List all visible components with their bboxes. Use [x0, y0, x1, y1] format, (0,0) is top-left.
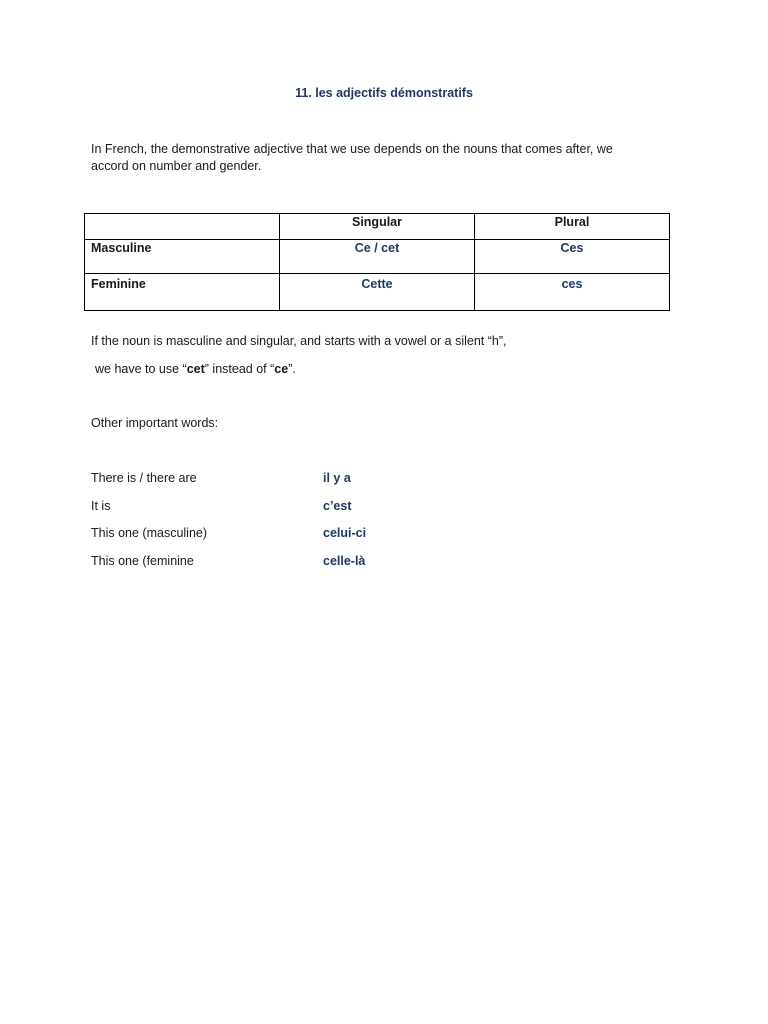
vocab-row: [91, 554, 491, 582]
intro-paragraph: In French, the demonstrative adjective that we use depends on the nouns that comes after, we accord on number and gender.: [91, 142, 613, 173]
vocab-french: celui-ci: [323, 526, 367, 540]
vocab-row: [91, 499, 491, 527]
vocab-row: [91, 471, 491, 499]
vocab-french: celle-là: [323, 553, 366, 568]
table-cell-plural: Ces: [475, 240, 670, 274]
rule-note-word-ce: ce: [274, 362, 289, 376]
table-row-label: Masculine: [85, 240, 280, 274]
table-header-row: [85, 214, 670, 240]
rule-note-line-1: If the noun is masculine and singular, and starts with a vowel or a silent “h”,: [91, 334, 507, 348]
page-title: 11. les adjectifs démonstratifs: [295, 86, 473, 100]
vocab-row: [91, 526, 491, 554]
table-row-label: Feminine: [85, 274, 280, 311]
table-header-singular: Singular: [280, 214, 475, 240]
vocab-french: c’est: [323, 498, 352, 513]
rule-note-prefix: we have to use “: [95, 362, 187, 376]
table-header-cell-empty: [85, 214, 280, 240]
vocab-list: [91, 471, 491, 581]
vocab-english: This one (masculine): [91, 526, 208, 540]
vocab-french: il y a: [323, 471, 351, 485]
other-words-heading: Other important words:: [91, 416, 219, 430]
vocab-english: It is: [91, 498, 111, 513]
table-cell-singular: Ce / cet: [280, 240, 475, 274]
rule-note-suffix: ”.: [288, 362, 296, 376]
table-row-feminine: [85, 274, 670, 311]
rule-note-word-cet: cet: [186, 362, 205, 376]
table-cell-singular: Cette: [280, 274, 475, 311]
rule-note-middle: ” instead of “: [204, 362, 275, 376]
table-header-plural: Plural: [475, 214, 670, 240]
vocab-english: There is / there are: [91, 471, 197, 485]
demonstrative-table: [84, 213, 670, 311]
table-cell-plural: ces: [475, 274, 670, 311]
vocab-english: This one (feminine: [91, 553, 194, 568]
rule-note-line-2: [95, 362, 296, 376]
table-row-masculine: [85, 240, 670, 274]
